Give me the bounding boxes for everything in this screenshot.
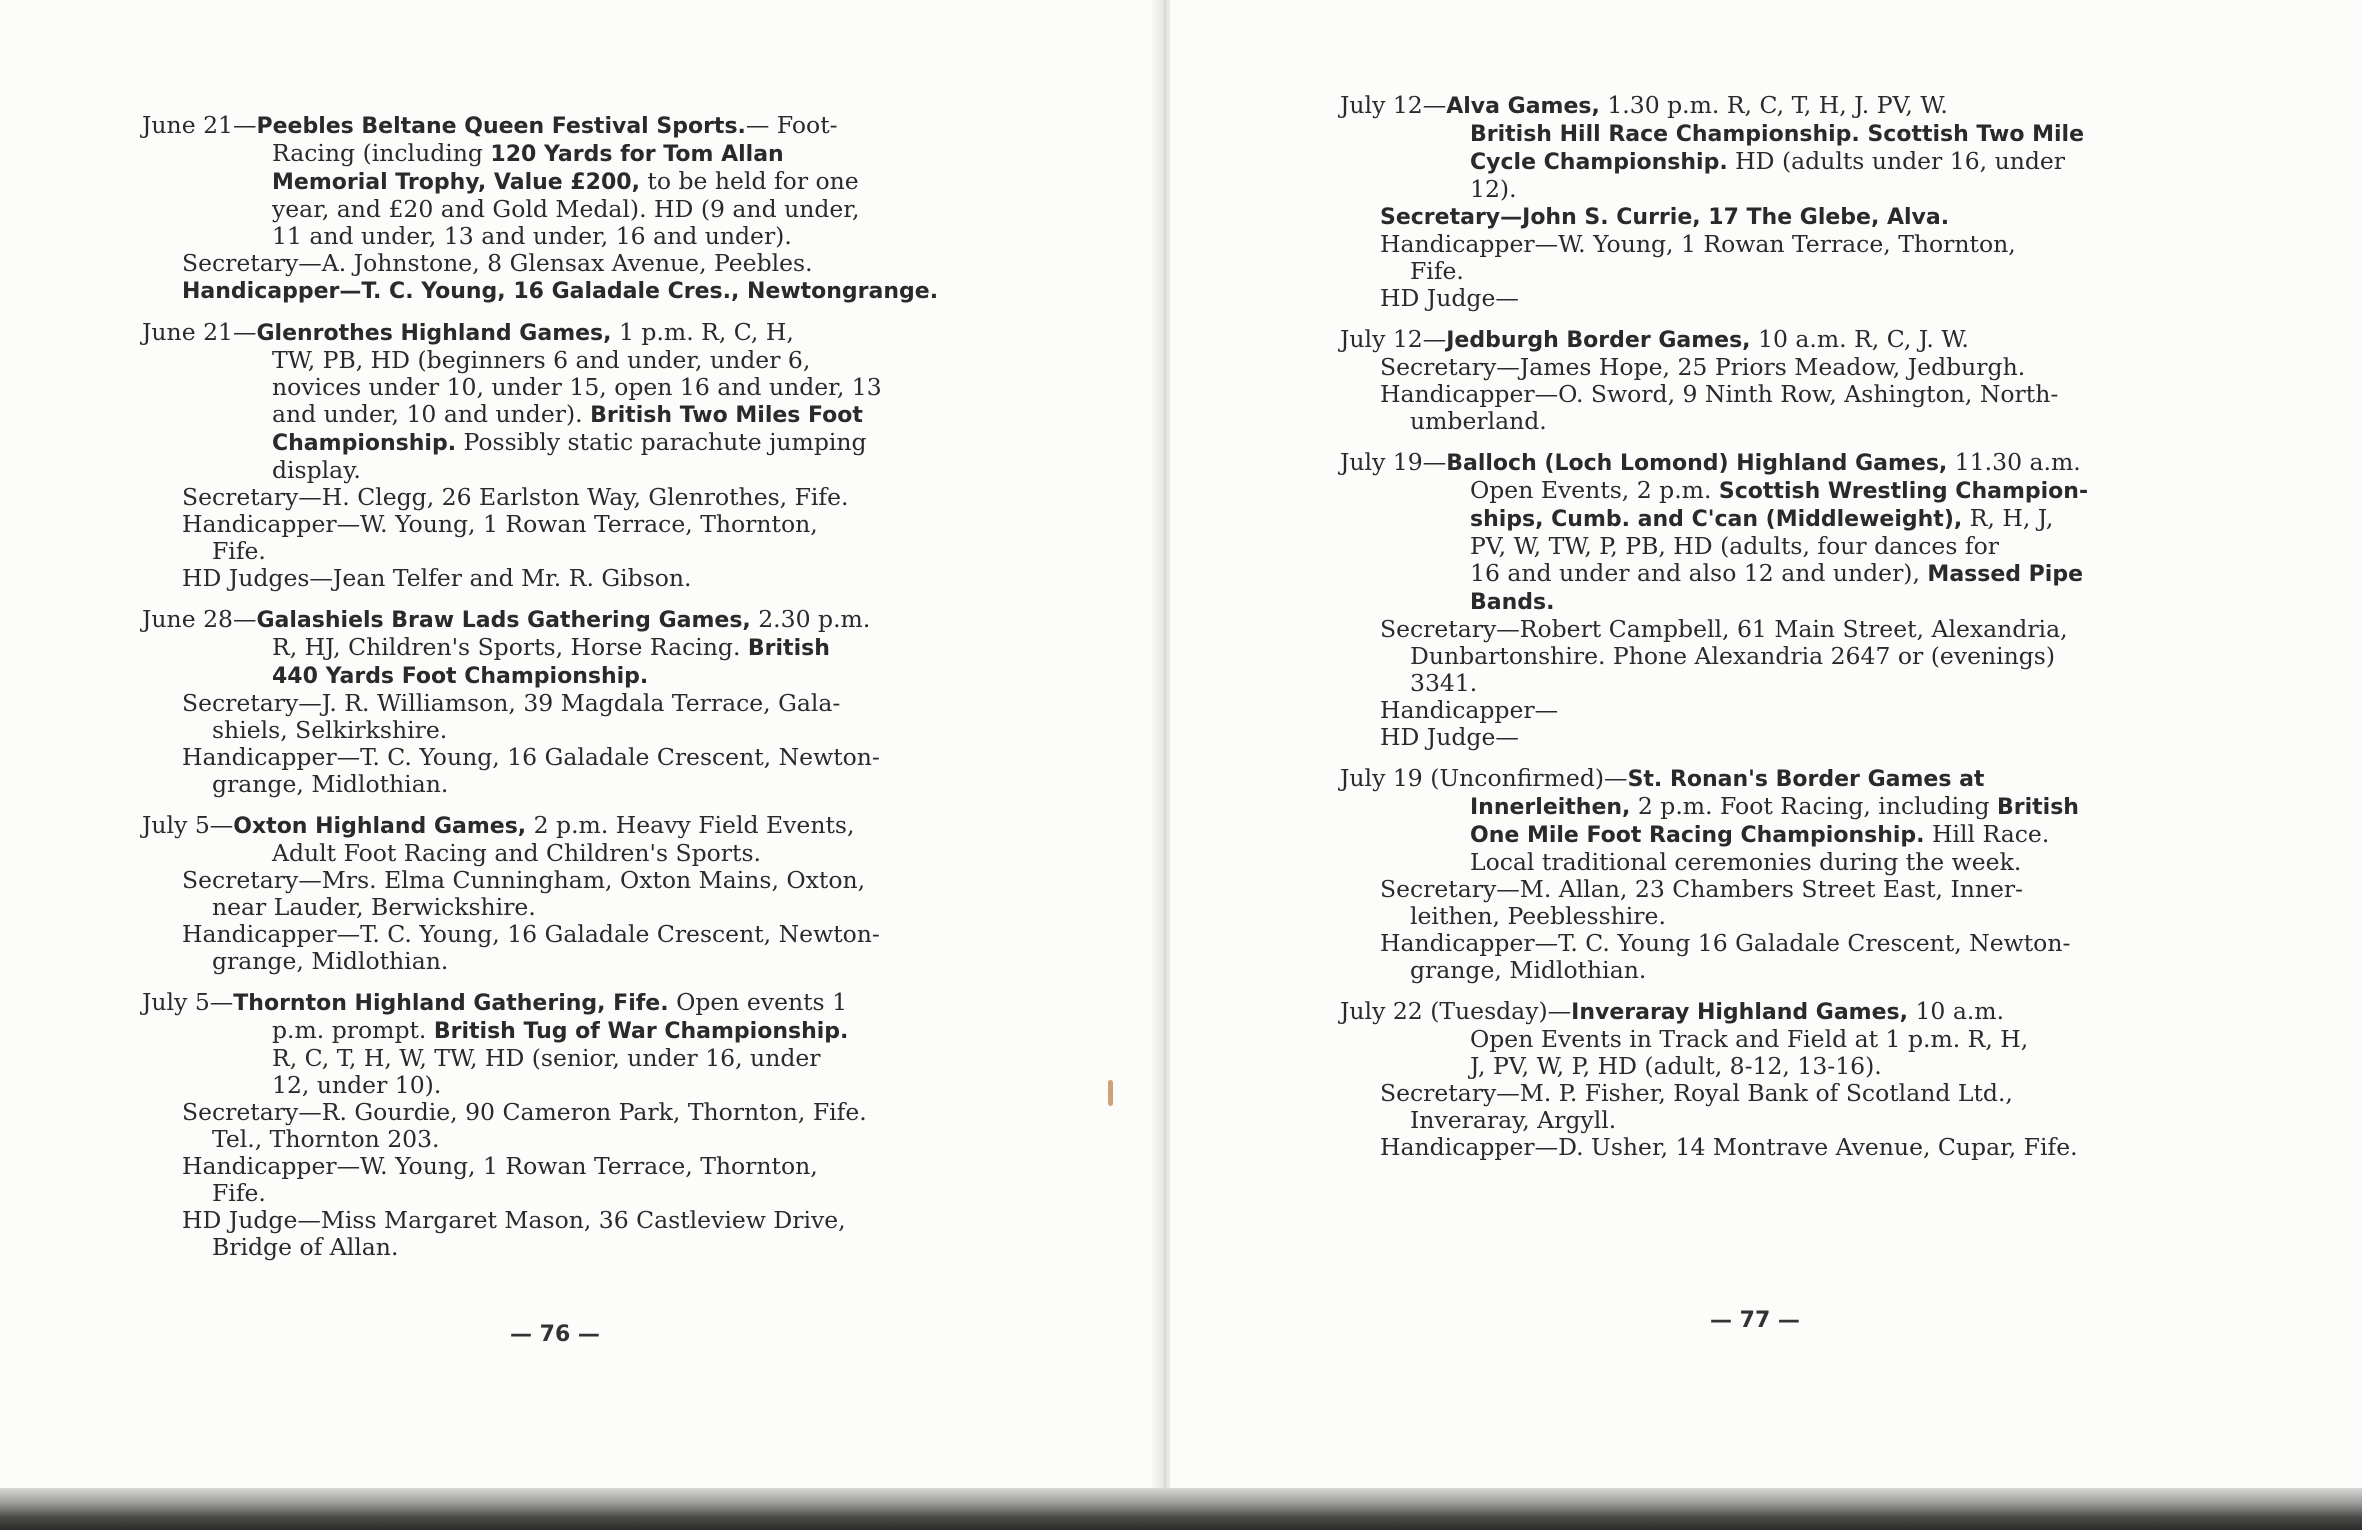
handicapper-line: Handicapper—T. C. Young, 16 Galadale Crescent, Newton- bbox=[182, 920, 880, 948]
bold-text: Jedburgh Border Games, bbox=[1446, 328, 1751, 353]
entry-text-line: umberland. bbox=[1410, 407, 1547, 435]
entry-text-line: p.m. prompt. British Tug of War Championship. bbox=[272, 1016, 849, 1044]
entry-text-line: J, PV, W, P, HD (adult, 8-12, 13-16). bbox=[1470, 1052, 1882, 1080]
bold-text: Oxton Highland Games, bbox=[233, 814, 527, 839]
judge-line: HD Judges—Jean Telfer and Mr. R. Gibson. bbox=[182, 564, 692, 592]
secretary-line bbox=[1340, 203, 2362, 231]
entry-text-line: grange, Midlothian. bbox=[1410, 956, 1647, 984]
handicapper-line: Handicapper—T. C. Young 16 Galadale Crescent, Newton- bbox=[1380, 929, 2071, 957]
entry-text-line: Local traditional ceremonies during the week. bbox=[1470, 848, 2022, 876]
event-title-line: July 19—Balloch (Loch Lomond) Highland Games, 11.30 a.m. bbox=[1340, 448, 2081, 476]
event-entry bbox=[1340, 449, 2362, 751]
entry-text-line: grange, Midlothian. bbox=[212, 947, 449, 975]
handicapper-line: Handicapper—W. Young, 1 Rowan Terrace, Thornton, bbox=[182, 1152, 818, 1180]
entry-text-line: Cycle Championship. HD (adults under 16, under bbox=[1470, 147, 2066, 175]
left-page bbox=[0, 0, 1160, 1492]
event-title-line: July 5—Thornton Highland Gathering, Fife. Open events 1 bbox=[142, 988, 848, 1016]
secretary-line: Secretary—Mrs. Elma Cunningham, Oxton Mains, Oxton, bbox=[182, 866, 866, 894]
entry-text-line bbox=[1340, 120, 2362, 148]
bold-text: Peebles Beltane Queen Festival Sports. bbox=[256, 114, 746, 139]
left-page-entries bbox=[142, 112, 1022, 1275]
event-entry bbox=[1340, 765, 2362, 984]
entry-text-line: Bridge of Allan. bbox=[212, 1233, 399, 1261]
secretary-line: Secretary—Robert Campbell, 61 Main Street, Alexandria, bbox=[1380, 615, 2068, 643]
bold-text: St. Ronan's Border Games at bbox=[1627, 767, 1985, 792]
secretary-line: Secretary—M. P. Fisher, Royal Bank of Scotland Ltd., bbox=[1380, 1079, 2013, 1107]
entry-text-line: shiels, Selkirkshire. bbox=[212, 716, 448, 744]
bold-text: Secretary—John S. Currie, 17 The Glebe, Alva. bbox=[1380, 205, 1950, 230]
secretary-line: Secretary—James Hope, 25 Priors Meadow, Jedburgh. bbox=[1380, 353, 2026, 381]
event-title-line: July 5—Oxton Highland Games, 2 p.m. Heavy Field Events, bbox=[142, 811, 855, 839]
bold-text: Glenrothes Highland Games, bbox=[256, 321, 612, 346]
entry-text-line: Dunbartonshire. Phone Alexandria 2647 or (evenings) bbox=[1410, 642, 2056, 670]
entry-text-line: ships, Cumb. and C'can (Middleweight), R, H, J, bbox=[1470, 504, 2054, 532]
entry-text-line: PV, W, TW, P, PB, HD (adults, four dances for bbox=[1470, 532, 1999, 560]
entry-text-line: R, HJ, Children's Sports, Horse Racing. British bbox=[272, 633, 830, 661]
event-entry bbox=[142, 319, 1022, 592]
event-entry bbox=[142, 812, 1022, 975]
entry-text-line: grange, Midlothian. bbox=[212, 770, 449, 798]
book-bottom-edge bbox=[0, 1488, 2362, 1530]
handicapper-line: Handicapper—W. Young, 1 Rowan Terrace, Thornton, bbox=[182, 510, 818, 538]
event-title-line: July 12—Jedburgh Border Games, 10 a.m. R, C, J. W. bbox=[1340, 325, 1969, 353]
secretary-line: Secretary—H. Clegg, 26 Earlston Way, Glenrothes, Fife. bbox=[182, 483, 849, 511]
bold-text: 440 Yards Foot Championship. bbox=[272, 664, 649, 689]
entry-text-line: 3341. bbox=[1410, 669, 1478, 697]
entry-text-line: display. bbox=[272, 456, 361, 484]
entry-text-line: Inveraray, Argyll. bbox=[1410, 1106, 1617, 1134]
event-entry bbox=[142, 112, 1022, 305]
event-title-line: June 28—Galashiels Braw Lads Gathering Games, 2.30 p.m. bbox=[142, 605, 871, 633]
event-title-line: July 12—Alva Games, 1.30 p.m. R, C, T, H, J. PV, W. bbox=[1340, 91, 1948, 119]
event-entry bbox=[1340, 998, 2362, 1161]
entry-text-line bbox=[1340, 588, 2362, 616]
entry-text-line: Innerleithen, 2 p.m. Foot Racing, including British bbox=[1470, 792, 2079, 820]
handicapper-line bbox=[142, 277, 1022, 305]
bold-text: One Mile Foot Racing Championship. bbox=[1470, 823, 1925, 848]
event-entry bbox=[142, 989, 1022, 1261]
secretary-line: Secretary—J. R. Williamson, 39 Magdala Terrace, Gala- bbox=[182, 689, 841, 717]
entry-text-line: leithen, Peeblesshire. bbox=[1410, 902, 1666, 930]
handicapper-line: Handicapper—T. C. Young, 16 Galadale Crescent, Newton- bbox=[182, 743, 880, 771]
event-title-line: June 21—Glenrothes Highland Games, 1 p.m. R, C, H, bbox=[142, 318, 794, 346]
entry-text-line: Open Events in Track and Field at 1 p.m. R, H, bbox=[1470, 1025, 2029, 1053]
bold-text: Innerleithen, bbox=[1470, 795, 1631, 820]
secretary-line: Secretary—R. Gourdie, 90 Cameron Park, Thornton, Fife. bbox=[182, 1098, 867, 1126]
entry-text-line bbox=[142, 662, 1022, 690]
handicapper-line: Handicapper— bbox=[1380, 696, 1559, 724]
event-title-line: July 22 (Tuesday)—Inveraray Highland Games, 10 a.m. bbox=[1340, 997, 2005, 1025]
entry-text-line: 16 and under and also 12 and under), Massed Pipe bbox=[1470, 559, 2084, 587]
bold-text: Alva Games, bbox=[1446, 94, 1600, 119]
bold-text: Inveraray Highland Games, bbox=[1571, 1000, 1908, 1025]
entry-text-line: Tel., Thornton 203. bbox=[212, 1125, 440, 1153]
entry-text-line: 11 and under, 13 and under, 16 and under). bbox=[272, 222, 792, 250]
right-page-entries bbox=[1340, 92, 2362, 1175]
judge-line: HD Judge—Miss Margaret Mason, 36 Castleview Drive, bbox=[182, 1206, 846, 1234]
right-page bbox=[1170, 0, 2362, 1492]
event-entry bbox=[142, 606, 1022, 798]
bold-text: British Hill Race Championship. Scottish Two Mile bbox=[1470, 122, 2085, 147]
secretary-line: Secretary—M. Allan, 23 Chambers Street East, Inner- bbox=[1380, 875, 2024, 903]
judge-line: HD Judge— bbox=[1380, 284, 1519, 312]
entry-text-line: year, and £20 and Gold Medal). HD (9 and under, bbox=[272, 195, 860, 223]
bold-text: British bbox=[1996, 795, 2079, 820]
bold-text: Cycle Championship. bbox=[1470, 150, 1728, 175]
event-title-line: July 19 (Unconfirmed)—St. Ronan's Border Games at bbox=[1340, 764, 1985, 792]
bold-text: British Tug of War Championship. bbox=[433, 1019, 849, 1044]
paper-stain bbox=[1108, 1080, 1113, 1106]
entry-text-line: Fife. bbox=[212, 1179, 266, 1207]
bold-text: Thornton Highland Gathering, Fife. bbox=[233, 991, 669, 1016]
entry-text-line: 12). bbox=[1470, 175, 1517, 203]
entry-text-line: and under, 10 and under). British Two Miles Foot bbox=[272, 400, 863, 428]
entry-text-line: Fife. bbox=[1410, 257, 1464, 285]
bold-text: Balloch (Loch Lomond) Highland Games, bbox=[1446, 451, 1948, 476]
bold-text: Championship. bbox=[272, 431, 457, 456]
event-entry bbox=[1340, 326, 2362, 435]
bold-text: Memorial Trophy, Value £200, bbox=[272, 170, 640, 195]
page-number-left: — 76 — bbox=[510, 1322, 600, 1347]
page-number-right: — 77 — bbox=[1710, 1308, 1800, 1333]
entry-text-line: TW, PB, HD (beginners 6 and under, under 6, bbox=[272, 346, 811, 374]
bold-text: British bbox=[747, 636, 830, 661]
bold-text: Handicapper—T. C. Young, 16 Galadale Cres., Newtongrange. bbox=[182, 279, 939, 304]
bold-text: Massed Pipe bbox=[1927, 562, 2084, 587]
bold-text: ships, Cumb. and C'can (Middleweight), bbox=[1470, 507, 1963, 532]
bold-text: British Two Miles Foot bbox=[590, 403, 863, 428]
bold-text: Bands. bbox=[1470, 590, 1555, 615]
entry-text-line: Memorial Trophy, Value £200, to be held for one bbox=[272, 167, 859, 195]
event-title-line: June 21—Peebles Beltane Queen Festival Sports.— Foot- bbox=[142, 111, 838, 139]
secretary-line: Secretary—A. Johnstone, 8 Glensax Avenue, Peebles. bbox=[182, 249, 813, 277]
entry-text-line: Fife. bbox=[212, 537, 266, 565]
entry-text-line: Championship. Possibly static parachute jumping bbox=[272, 428, 867, 456]
judge-line: HD Judge— bbox=[1380, 723, 1519, 751]
bold-text: 120 Yards for Tom Allan bbox=[490, 142, 784, 167]
handicapper-line: Handicapper—D. Usher, 14 Montrave Avenue, Cupar, Fife. bbox=[1380, 1133, 2078, 1161]
bold-text: Scottish Wrestling Champion- bbox=[1718, 479, 2089, 504]
entry-text-line: near Lauder, Berwickshire. bbox=[212, 893, 536, 921]
event-entry bbox=[1340, 92, 2362, 312]
entry-text-line: novices under 10, under 15, open 16 and under, 13 bbox=[272, 373, 882, 401]
handicapper-line: Handicapper—W. Young, 1 Rowan Terrace, Thornton, bbox=[1380, 230, 2016, 258]
entry-text-line: Racing (including 120 Yards for Tom Allan bbox=[272, 139, 784, 167]
entry-text-line: Open Events, 2 p.m. Scottish Wrestling Champion- bbox=[1470, 476, 2089, 504]
entry-text-line: R, C, T, H, W, TW, HD (senior, under 16, under bbox=[272, 1044, 821, 1072]
bold-text: Galashiels Braw Lads Gathering Games, bbox=[256, 608, 751, 633]
handicapper-line: Handicapper—O. Sword, 9 Ninth Row, Ashington, North- bbox=[1380, 380, 2059, 408]
entry-text-line: Adult Foot Racing and Children's Sports. bbox=[272, 839, 761, 867]
entry-text-line: 12, under 10). bbox=[272, 1071, 442, 1099]
entry-text-line: One Mile Foot Racing Championship. Hill Race. bbox=[1470, 820, 2050, 848]
